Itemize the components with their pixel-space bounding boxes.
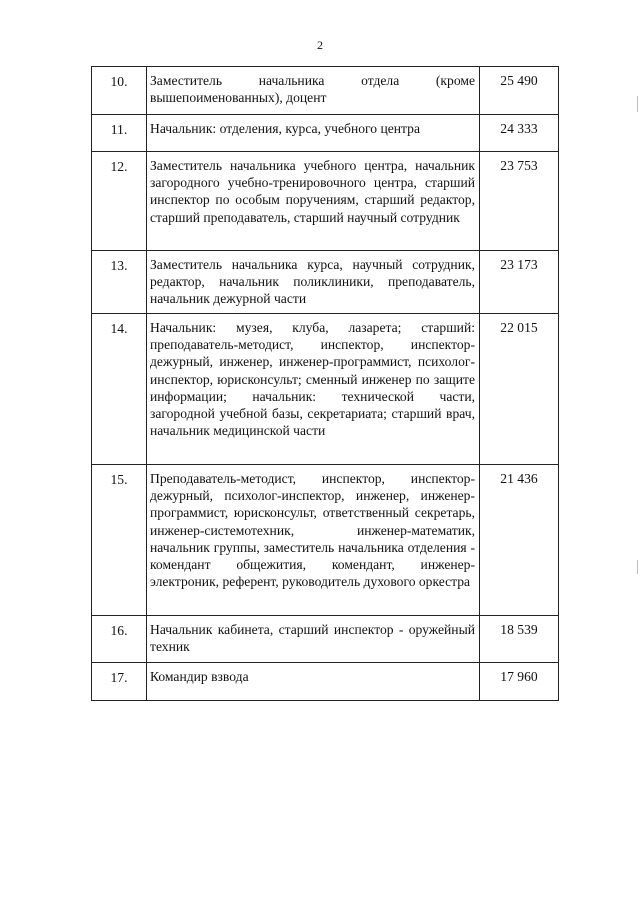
position-title: Начальник кабинета, старший инспектор - оружейный техник <box>147 616 480 663</box>
salary-value: 24 333 <box>480 115 559 152</box>
table-row <box>92 115 559 152</box>
table-row <box>92 251 559 314</box>
salary-value: 21 436 <box>480 465 559 616</box>
scan-edge-mark <box>637 96 638 112</box>
table-row <box>92 663 559 701</box>
salary-value: 22 015 <box>480 314 559 465</box>
position-title: Начальник: музея, клуба, лазарета; старший: преподаватель-методист, инспектор, инспектор-дежурный, инженер, инженер-программист, психолог-инспектор, юрисконсульт; сменный инженер по защите информации; начальник: технической части, загородной учебной базы, секретариата; старший врач, начальник медицинской части <box>147 314 480 465</box>
table-row <box>92 465 559 616</box>
position-title: Заместитель начальника учебного центра, начальник загородного учебно-тренировочного центра, старший инспектор по особым поручениям, старший редактор, старший преподаватель, старший научный сотрудник <box>147 152 480 251</box>
table-row <box>92 67 559 115</box>
row-number: 13. <box>92 251 147 314</box>
position-title: Командир взвода <box>147 663 480 701</box>
row-number: 12. <box>92 152 147 251</box>
position-title: Заместитель начальника отдела (кроме вышепоименованных), доцент <box>147 67 480 115</box>
salary-table <box>91 66 559 701</box>
row-number: 10. <box>92 67 147 115</box>
table-row <box>92 616 559 663</box>
salary-value: 23 753 <box>480 152 559 251</box>
position-title: Начальник: отделения, курса, учебного центра <box>147 115 480 152</box>
salary-value: 25 490 <box>480 67 559 115</box>
salary-value: 23 173 <box>480 251 559 314</box>
row-number: 16. <box>92 616 147 663</box>
row-number: 11. <box>92 115 147 152</box>
row-number: 17. <box>92 663 147 701</box>
salary-value: 17 960 <box>480 663 559 701</box>
table-row <box>92 314 559 465</box>
position-title: Преподаватель-методист, инспектор, инспектор-дежурный, психолог-инспектор, инженер, инженер-программист, юрисконсульт, ответственный секретарь, инженер-системотехник, инженер-математик, начальник группы, заместитель начальника отделения - комендант общежития, комендант, инженер-электроник, референт, руководитель духового оркестра <box>147 465 480 616</box>
row-number: 14. <box>92 314 147 465</box>
page-number: 2 <box>317 38 323 52</box>
row-number: 15. <box>92 465 147 616</box>
scan-edge-mark <box>637 560 638 574</box>
position-title: Заместитель начальника курса, научный сотрудник, редактор, начальник поликлиники, преподаватель, начальник дежурной части <box>147 251 480 314</box>
table-row <box>92 152 559 251</box>
salary-value: 18 539 <box>480 616 559 663</box>
